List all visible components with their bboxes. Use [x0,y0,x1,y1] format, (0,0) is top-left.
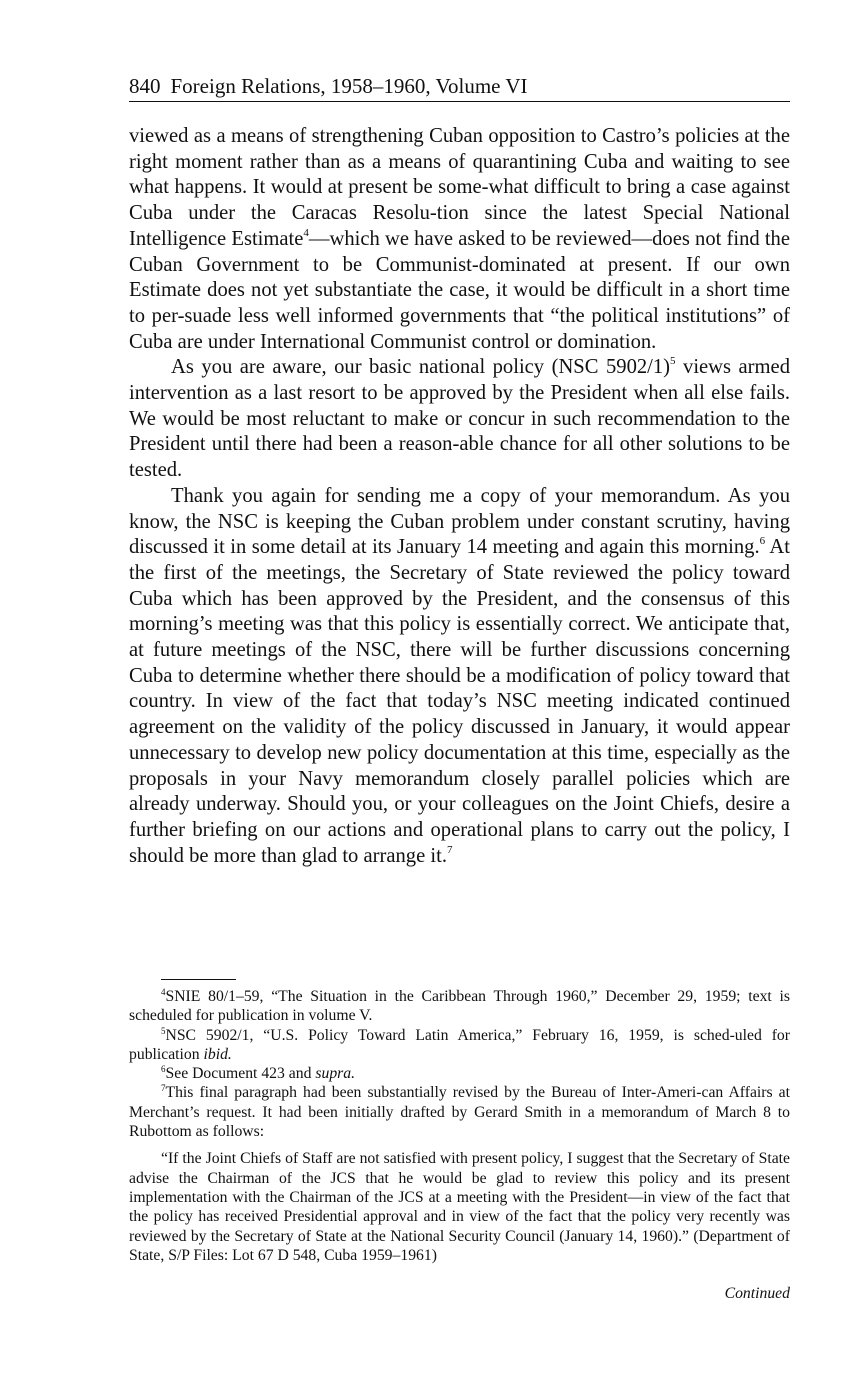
paragraph-2 [129,355,790,484]
footnote-6 [129,1064,790,1083]
paragraph-2-text-a: As you are aware, our basic national policy (NSC 5902/1) [171,356,671,379]
paragraph-3-text-a: Thank you again for sending me a copy of your memorandum. As you know, the NSC is keeping the Cuban problem under constant scrutiny, having discussed it in some detail at its January 14 meeting and again this morning. [129,484,790,559]
footnote-7-mark: 7 [161,1083,166,1094]
footnote-5-text: NSC 5902/1, “U.S. Policy Toward Latin America,” February 16, 1959, is sched-uled for publication [129,1026,790,1063]
footnote-7-text: This final paragraph had been substantially revised by the Bureau of Inter-Ameri-can Affairs at Merchant’s request. It had been initially drafted by Gerard Smith in a memorandum of March 8 to Rubottom as follows: [129,1084,790,1141]
running-header [129,72,790,102]
footnote-5 [129,1026,790,1065]
footnote-ref-7[interactable]: 7 [446,843,453,856]
footnote-7 [129,1083,790,1141]
footnote-6-text: See Document 423 and [165,1065,316,1083]
footnote-4 [129,987,790,1026]
paragraph-1-text-b: —which we have asked to be reviewed—does not find the Cuban Government to be Communist-dominated at present. If our own Estimate does not yet substantiate the case, it would be difficult in a short time to per-suade less well informed governments that “the political institutions” of Cuba are under International Communist control or domination. [129,227,790,353]
footnote-7-quote: “If the Joint Chiefs of Staff are not satisfied with present policy, I suggest that the Secretary of State advise the Chairman of the JCS that he would be glad to review this policy and its present implementation with the Chairman of the JCS at a meeting with the President—in view of the fact that the policy has received Presidential approval and in view of the fact that the policy very recently was reviewed by the Secretary of State at the National Security Council (January 14, 1960).” (Department of State, S/P Files: Lot 67 D 548, Cuba 1959–1961) [129,1150,790,1264]
paragraph-1 [129,124,790,355]
footnote-ref-6[interactable]: 6 [759,535,766,548]
paragraph-1-text-a: viewed as a means of strengthening Cuban opposition to Castro’s policies at the right moment rather than as a means of quarantining Cuba and waiting to see what happens. It would at present be some-what difficult to bring a case against Cuba under the Caracas Resolu-tion since the latest Special National Intelligence Estimate [129,125,790,250]
footnote-6-supra: supra. [315,1065,356,1083]
footnote-5-ibid: ibid. [203,1045,232,1063]
paragraph-3-text-b: At the first of the meetings, the Secretary of State reviewed the policy toward Cuba which has been approved by the President, and the consensus of this morning’s meeting was that this policy is essentially correct. We anticipate that, at future meetings of the NSC, there will be further discussions concerning Cuba to determine whether there should be a modification of policy toward that country. In view of the fact that today’s NSC meeting indicated continued agreement on the validity of the policy discussed in January, it would appear unnecessary to develop new policy documentation at this time, especially as the proposals in your Navy memorandum closely parallel policies which are already underway. Should you, or your colleagues on the Joint Chiefs, desire a further briefing on our actions and operational plans to carry out the policy, I should be more than glad to arrange it. [129,536,791,867]
continued-label: Continued [724,1285,790,1302]
footnotes [129,987,790,1265]
volume-title: Foreign Relations, 1958–1960, Volume VI [170,74,528,98]
footnote-5-mark: 5 [161,1025,166,1036]
paragraph-3 [129,484,790,870]
paragraph-2-text-b: views armed intervention as a last resort to be approved by the President when all else fails. We would be most reluctant to make or concur in such recommendation to the President until there had been a reason-able chance for all other solutions to be tested. [129,356,790,482]
footnote-4-mark: 4 [161,987,166,997]
footnote-ref-4[interactable]: 4 [303,226,309,239]
footnote-4-text: SNIE 80/1–59, “The Situation in the Caribbean Through 1960,” December 29, 1959; text is scheduled for publication in volume V. [129,988,790,1025]
page-number: 840 [129,74,161,98]
main-text [129,124,790,869]
footnote-ref-5[interactable]: 5 [670,355,676,368]
footnote-6-mark: 6 [161,1064,166,1075]
footnote-separator [161,979,236,980]
